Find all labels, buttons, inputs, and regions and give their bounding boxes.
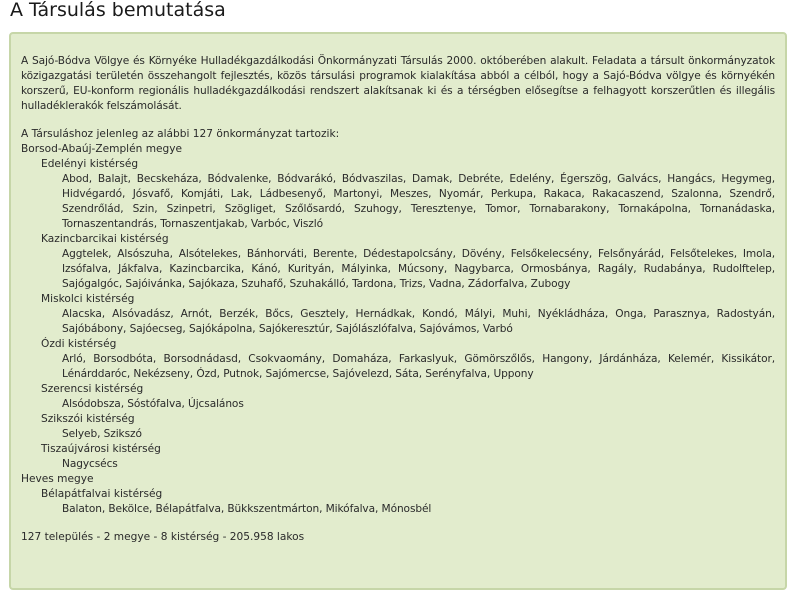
county-name: Heves megye [21, 473, 94, 485]
intro-paragraph: A Sajó-Bódva Völgye és Környéke Hulladékgazdálkodási Önkormányzati Társulás 2000. októberében alakult. Feladata a társult önkormányzatok közigazgatási területén összehangolt fejlesztés, közös társulási programok kialakítása abból a célból, hogy a Sajó-Bódva völgye és környékén korszerű, EU-konform regionális hulladékgazdálkodási rendszert alakítsanak ki és a térségben elősegítse a felhagyott korszerűtlen és illegális hulladéklerakók felszámolását. [21, 55, 775, 112]
content-panel [9, 32, 787, 590]
subregion-name: Tiszaújvárosi kistérség [41, 443, 161, 455]
county-block [21, 142, 775, 472]
town-list: Arló, Borsodbóta, Borsodnádasd, Csokvaomány, Domaháza, Farkaslyuk, Gömörszőlős, Hangony, Járdánháza, Kelemér, Kissikátor, Lénárddaróc, Nekézseny, Ózd, Putnok, Sajómercse, Sajóvelezd, Sáta, Serényfalva, Uppony [62, 353, 775, 380]
town-list: Balaton, Bekölce, Bélapátfalva, Bükkszentmárton, Mikófalva, Mónosbél [62, 503, 432, 515]
subregion-name: Kazincbarcikai kistérség [41, 233, 169, 245]
town-list: Alacska, Alsóvadász, Arnót, Berzék, Bőcs, Gesztely, Hernádkak, Kondó, Mályi, Muhi, Nyékládháza, Onga, Parasznya, Radostyán, Sajóbábony, Sajóecseg, Sajókápolna, Sajókeresztúr, Sajólászlófalva, Sajóvámos, Varbó [62, 308, 775, 335]
subregion-name: Szikszói kistérség [41, 413, 135, 425]
subregion-name: Edelényi kistérség [41, 158, 139, 170]
town-list: Nagycsécs [62, 458, 118, 470]
county-name: Borsod-Abaúj-Zemplén megye [21, 143, 183, 155]
members-intro: A Társuláshoz jelenleg az alábbi 127 önkormányzat tartozik: [21, 128, 340, 140]
town-list: Abod, Balajt, Becskeháza, Bódvalenke, Bódvarákó, Bódvaszilas, Damak, Debréte, Edelény, Égerszög, Galvács, Hangács, Hegymeg, Hidvégardó, Jósvafő, Komjáti, Lak, Ládbesenyő, Martonyi, Meszes, Nyomár, Perkupa, Rakaca, Rakacaszend, Szalonna, Szendrő, Szendrőlád, Szin, Szinpetri, Szögliget, Szőlősardó, Szuhogy, Teresztenye, Tomor, Tornabarakony, Tornakápolna, Tornanádaska, Tornaszentandrás, Tornaszentjakab, Varbóc, Viszló [62, 173, 775, 230]
subregion-name: Miskolci kistérség [41, 293, 135, 305]
page-title: A Társulás bemutatása [10, 0, 226, 21]
subregion-name: Ózdi kistérség [41, 338, 117, 350]
town-list: Alsódobsza, Sóstófalva, Újcsalános [62, 398, 244, 410]
subregion-name: Szerencsi kistérség [41, 383, 144, 395]
town-list: Aggtelek, Alsószuha, Alsótelekes, Bánhorváti, Berente, Dédestapolcsány, Dövény, Felsőkelecsény, Felsőnyárád, Felsőtelekes, Imola, Izsófalva, Jákfalva, Kazincbarcika, Kánó, Kurityán, Mályinka, Múcsony, Nagybarca, Ormosbánya, Ragály, Rudabánya, Rudolftelep, Sajógalgóc, Sajóivánka, Sajókaza, Szuhafő, Szuhakálló, Tardona, Trizs, Vadna, Zádorfalva, Zubogy [62, 248, 775, 290]
town-list: Selyeb, Szikszó [62, 428, 142, 440]
summary-line: 127 település - 2 megye - 8 kistérség - 205.958 lakos [21, 531, 305, 543]
subregion-name: Bélapátfalvai kistérség [41, 488, 163, 500]
county-block [21, 472, 775, 517]
